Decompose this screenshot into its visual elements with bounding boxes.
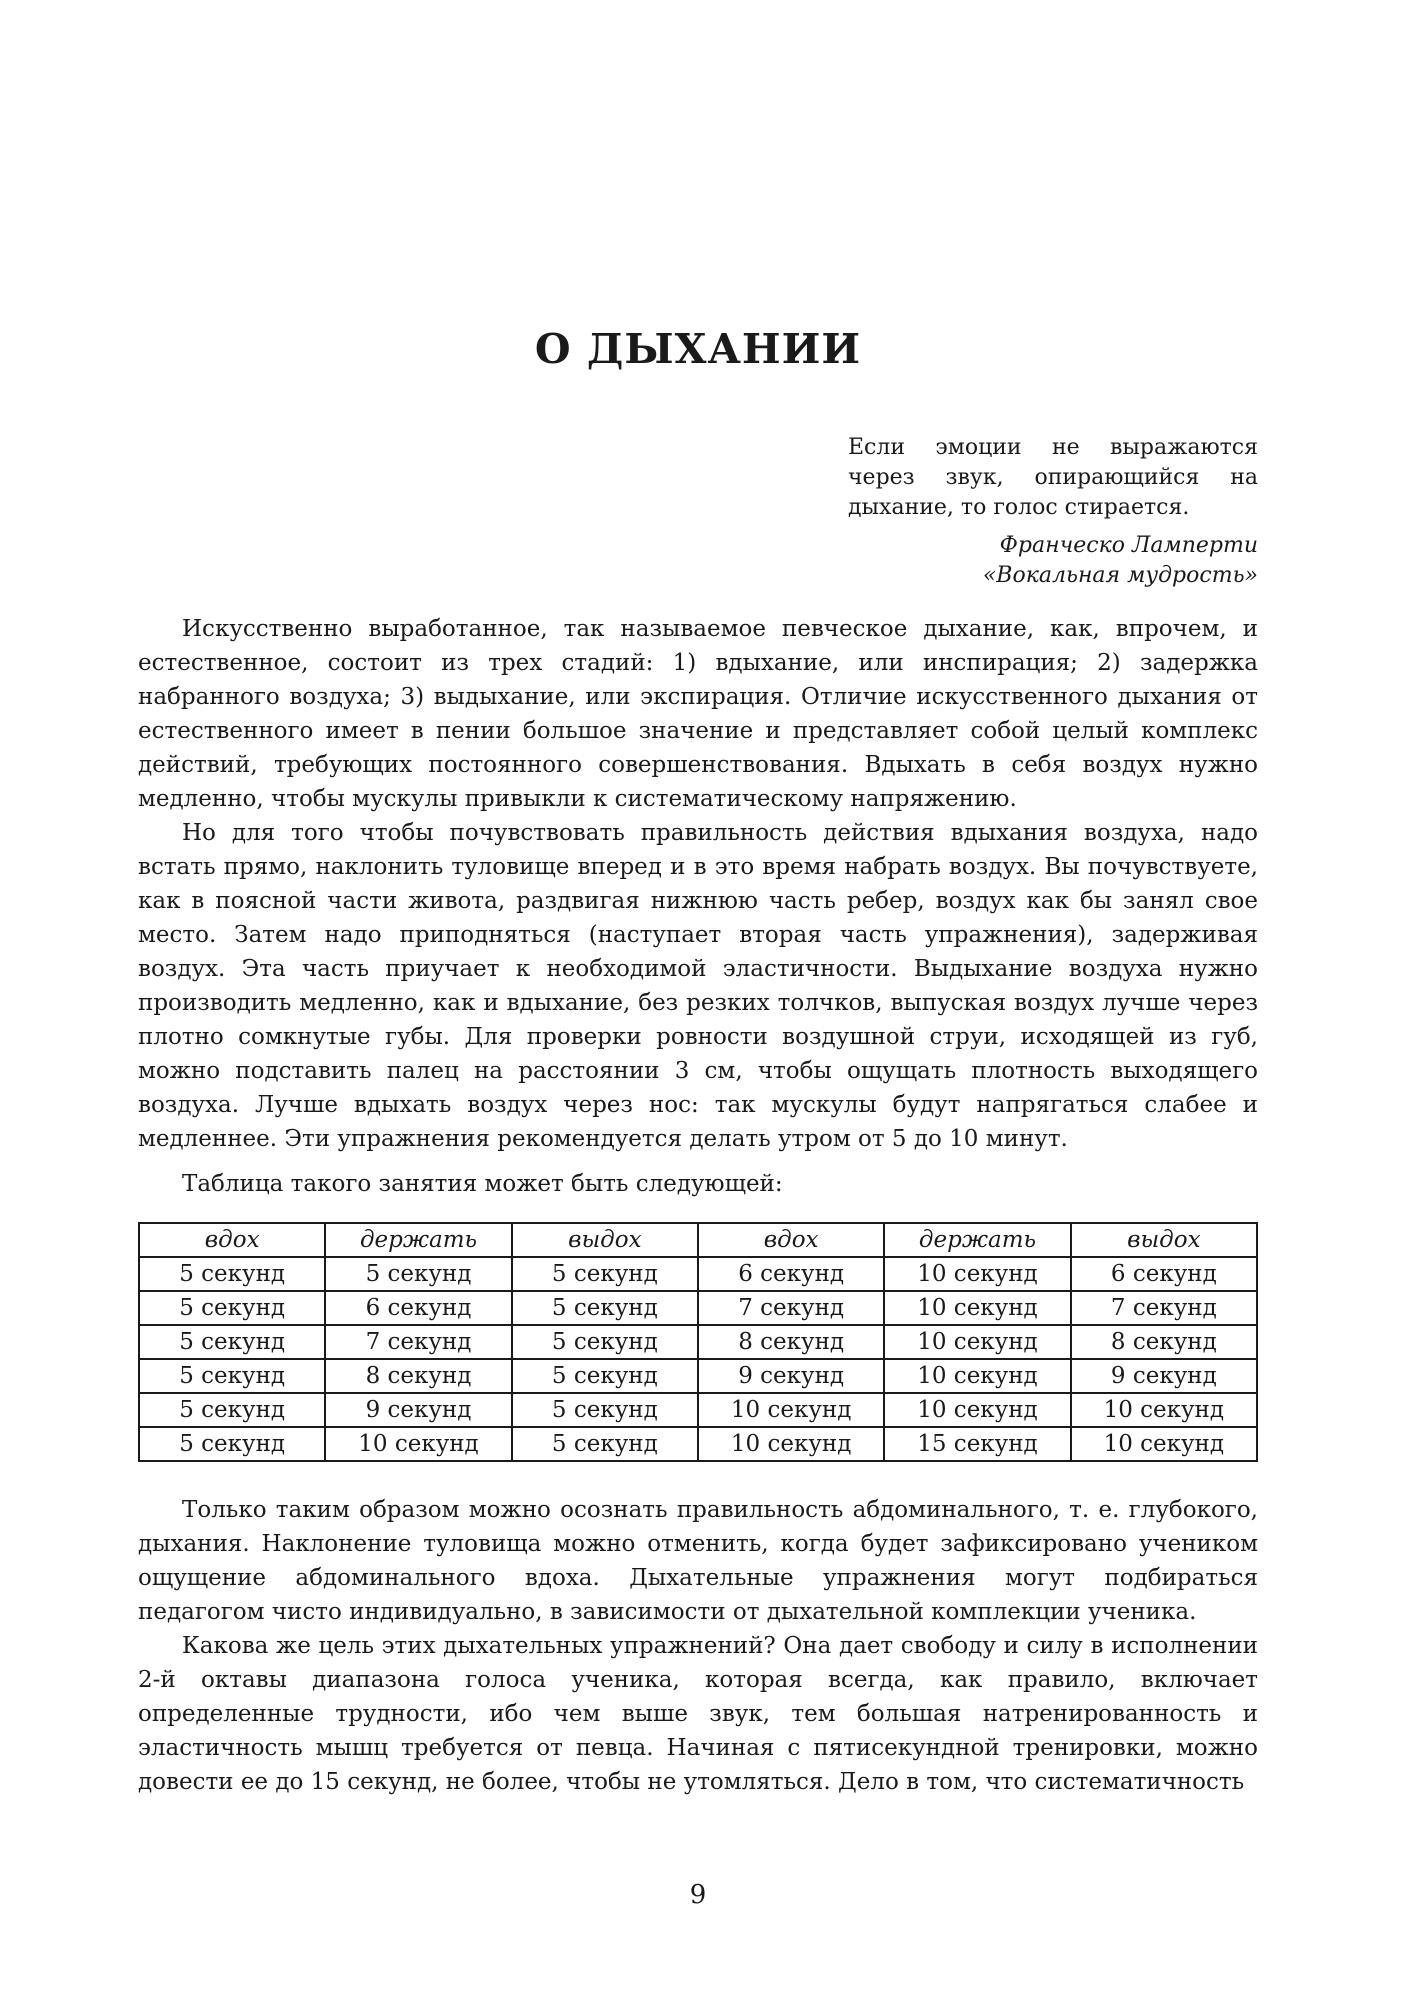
table-cell: 5 секунд <box>512 1427 698 1461</box>
epigraph-work: «Вокальная мудрость» <box>982 563 1258 588</box>
table-cell: 10 секунд <box>1071 1393 1257 1427</box>
table-header-cell: выдох <box>1071 1223 1257 1257</box>
epigraph-author: Франческо Ламперти <box>999 533 1258 558</box>
table-header-cell: держать <box>325 1223 511 1257</box>
table-row <box>139 1325 1257 1359</box>
table-cell: 10 секунд <box>325 1427 511 1461</box>
table-row <box>139 1427 1257 1461</box>
paragraph: Какова же цель этих дыхательных упражнений? Она дает свободу и силу в исполнении 2-й октавы диапазона голоса ученика, которая всегда, как правило, включает определенные трудности, ибо чем выше звук, тем большая натренированность и эластичность мышц требуется от певца. Начиная с пятисекундной тренировки, можно довести ее до 15 секунд, не более, чтобы не утомляться. Дело в том, что систематичность <box>138 1633 1258 1795</box>
paragraph: Но для того чтобы почувствовать правильность действия вдыхания воздуха, надо встать прямо, наклонить туловище вперед и в это время набрать воздух. Вы почувствуете, как в поясной части живота, раздвигая нижнюю часть ребер, воздух как бы занял свое место. Затем надо приподняться (наступает вторая часть упражнения), задерживая воздух. Эта часть приучает к необходимой эластичности. Выдыхание воздуха нужно производить медленно, как и вдыхание, без резких толчков, выпуская воздух лучше через плотно сомкнутые губы. Для проверки ровности воздушной струи, исходящей из губ, можно подставить палец на расстоянии 3 см, чтобы ощущать плотность выходящего воздуха. Лучше вдыхать воздух через нос: так мускулы будут напрягаться слабее и медленнее. Эти упражнения рекомендуется делать утром от 5 до 10 минут. <box>138 820 1258 1152</box>
table-cell: 6 секунд <box>1071 1257 1257 1291</box>
table-cell: 9 секунд <box>1071 1359 1257 1393</box>
table-cell: 5 секунд <box>512 1359 698 1393</box>
table-cell: 10 секунд <box>698 1393 884 1427</box>
table-cell: 9 секунд <box>698 1359 884 1393</box>
table-cell: 5 секунд <box>139 1291 325 1325</box>
outro-text <box>138 1493 1258 1799</box>
table-cell: 8 секунд <box>1071 1325 1257 1359</box>
table-cell: 10 секунд <box>884 1257 1070 1291</box>
table-cell: 10 секунд <box>884 1291 1070 1325</box>
table-cell: 7 секунд <box>325 1325 511 1359</box>
table-cell: 15 секунд <box>884 1427 1070 1461</box>
table-cell: 5 секунд <box>139 1325 325 1359</box>
chapter-title: О ДЫХАНИИ <box>534 325 862 373</box>
table-row <box>139 1257 1257 1291</box>
table-cell: 10 секунд <box>884 1325 1070 1359</box>
table-cell: 5 секунд <box>512 1291 698 1325</box>
table-cell: 5 секунд <box>512 1257 698 1291</box>
table-row <box>139 1359 1257 1393</box>
table-header-cell: выдох <box>512 1223 698 1257</box>
table-cell: 5 секунд <box>325 1257 511 1291</box>
paragraph: Только таким образом можно осознать правильность абдоминального, т. е. глубокого, дыхания. Наклонение туловища можно отменить, когда будет зафиксировано учеником ощущение абдоминального вдоха. Дыхательные упражнения могут подбираться педагогом чисто индивидуально, в зависимости от дыхательной комплекции ученика. <box>138 1497 1258 1625</box>
table-header-cell: держать <box>884 1223 1070 1257</box>
table-cell: 6 секунд <box>325 1291 511 1325</box>
table-cell: 5 секунд <box>139 1393 325 1427</box>
table-header-cell: вдох <box>139 1223 325 1257</box>
book-page <box>138 0 1258 2000</box>
intro-text <box>138 612 1258 1156</box>
table-cell: 5 секунд <box>512 1325 698 1359</box>
table-cell: 10 секунд <box>1071 1427 1257 1461</box>
table-cell: 10 секунд <box>884 1359 1070 1393</box>
table-cell: 5 секунд <box>139 1257 325 1291</box>
table-cell: 10 секунд <box>698 1427 884 1461</box>
table-cell: 6 секунд <box>698 1257 884 1291</box>
table-cell: 7 секунд <box>698 1291 884 1325</box>
epigraph <box>848 433 1258 591</box>
table-cell: 8 секунд <box>698 1325 884 1359</box>
epigraph-source <box>848 531 1258 591</box>
epigraph-text: Если эмоции не выражаются через звук, опирающийся на дыхание, то голос стирается. <box>848 435 1258 520</box>
page-number: 9 <box>689 1880 707 1910</box>
table-cell: 5 секунд <box>512 1393 698 1427</box>
table-cell: 7 секунд <box>1071 1291 1257 1325</box>
table-caption: Таблица такого занятия может быть следующей: <box>182 1171 783 1197</box>
table-cell: 5 секунд <box>139 1359 325 1393</box>
table-row <box>139 1393 1257 1427</box>
table-cell: 9 секунд <box>325 1393 511 1427</box>
table-cell: 10 секунд <box>884 1393 1070 1427</box>
breathing-exercise-table <box>138 1222 1258 1462</box>
table-header-row <box>139 1223 1257 1257</box>
paragraph: Искусственно выработанное, так называемое певческое дыхание, как, впрочем, и естественное, состоит из трех стадий: 1) вдыхание, или инспирация; 2) задержка набранного воздуха; 3) выдыхание, или экспирация. Отличие искусственного дыхания от естественного имеет в пении большое значение и представляет собой целый комплекс действий, требующих постоянного совершенствования. Вдыхать в себя воздух нужно медленно, чтобы мускулы привыкли к систематическому напряжению. <box>138 616 1258 812</box>
table-row <box>139 1291 1257 1325</box>
table-cell: 5 секунд <box>139 1427 325 1461</box>
table-header-cell: вдох <box>698 1223 884 1257</box>
table-cell: 8 секунд <box>325 1359 511 1393</box>
